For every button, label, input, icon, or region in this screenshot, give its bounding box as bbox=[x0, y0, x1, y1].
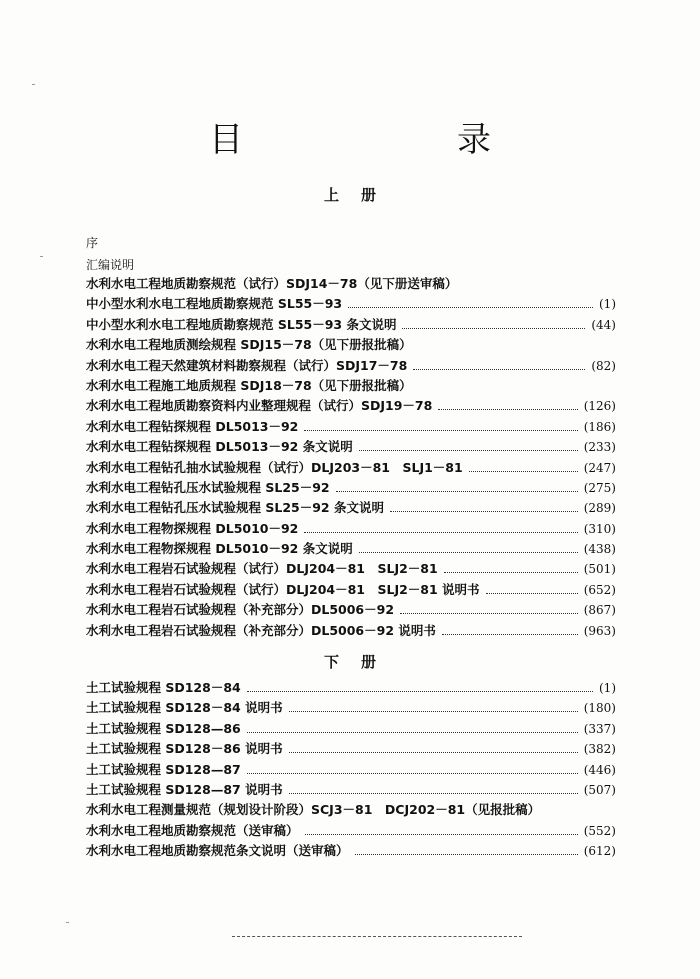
toc-entry-title: 水利水电工程岩石试验规程（试行）DLJ204－81 SLJ2－81 说明书 bbox=[86, 581, 480, 597]
toc-entry bbox=[86, 396, 616, 416]
toc-entry-title: 水利水电工程岩石试验规程（补充部分）DL5006－92 说明书 bbox=[86, 622, 436, 638]
toc-entry-title: 水利水电工程地质勘察资料内业整理规程（试行）SDJ19－78 bbox=[86, 398, 433, 414]
toc-entry-page: (1) bbox=[599, 681, 616, 695]
toc-entry-title: 土工试验规程 SD128－84 说明书 bbox=[86, 700, 283, 716]
scan-mark bbox=[40, 256, 43, 257]
dot-leader bbox=[442, 625, 578, 635]
dot-leader bbox=[355, 845, 578, 855]
dot-leader bbox=[359, 441, 578, 451]
toc-entry bbox=[86, 600, 616, 620]
toc-entry-page: (867) bbox=[583, 603, 616, 618]
toc-entry bbox=[86, 498, 616, 518]
toc-entry bbox=[86, 698, 616, 718]
scan-mark bbox=[32, 84, 35, 85]
toc-entry bbox=[86, 580, 616, 600]
toc-entry-page: (82) bbox=[591, 358, 616, 373]
toc-entry-page: (652) bbox=[583, 582, 616, 597]
toc-entry bbox=[86, 356, 616, 376]
volume-upper-heading: 上册 bbox=[323, 186, 398, 204]
toc-entry-title: 土工试验规程 SD128－84 bbox=[86, 680, 241, 695]
front-item-editorial-note: 汇编说明 bbox=[86, 258, 135, 272]
toc-entry bbox=[86, 315, 616, 335]
dot-leader bbox=[402, 319, 585, 329]
dot-leader bbox=[289, 702, 578, 712]
dot-leader bbox=[413, 360, 585, 370]
toc-entry-page: (233) bbox=[583, 440, 616, 455]
toc-entry-page: (126) bbox=[583, 399, 616, 414]
toc-entry-page: (507) bbox=[583, 782, 616, 797]
toc-entry-page: (1) bbox=[599, 297, 616, 312]
dot-leader bbox=[486, 584, 578, 594]
toc-entry-page: (180) bbox=[583, 701, 616, 716]
dot-leader bbox=[390, 502, 578, 512]
footer-rule bbox=[232, 936, 522, 937]
toc-entry-page: (247) bbox=[583, 460, 616, 475]
toc-entry-title: 水利水电工程钻孔抽水试验规程（试行）DLJ203－81 SLJ1－81 bbox=[86, 459, 463, 475]
dot-leader bbox=[438, 400, 577, 410]
dot-leader bbox=[304, 523, 577, 533]
toc-entry bbox=[86, 417, 616, 437]
toc-entry-title: 水利水电工程钻孔压水试验规程 SL25－92 条文说明 bbox=[86, 500, 384, 516]
upper-toc-list bbox=[86, 274, 616, 641]
toc-entry-page: (44) bbox=[591, 317, 616, 332]
dot-leader bbox=[336, 482, 578, 492]
toc-entry bbox=[86, 376, 616, 396]
toc-entry-title: 水利水电工程岩石试验规程（补充部分）DL5006－92 bbox=[86, 602, 395, 618]
toc-entry-page: (275) bbox=[583, 480, 616, 495]
dot-leader bbox=[469, 462, 578, 472]
toc-entry bbox=[86, 294, 616, 314]
toc-entry-page: (612) bbox=[583, 844, 616, 859]
toc-entry bbox=[86, 678, 616, 698]
toc-entry-page: (963) bbox=[583, 623, 616, 638]
dot-leader bbox=[400, 604, 578, 614]
toc-entry bbox=[86, 559, 616, 579]
toc-entry bbox=[86, 841, 616, 861]
toc-entry-title: 中小型水利水电工程地质勘察规范 SL55－93 bbox=[86, 296, 343, 312]
toc-entry bbox=[86, 760, 616, 780]
toc-entry-title: 中小型水利水电工程地质勘察规范 SL55－93 条文说明 bbox=[86, 316, 397, 332]
toc-entry bbox=[86, 335, 616, 355]
toc-entry-title: 水利水电工程测量规范（规划设计阶段）SCJ3－81 DCJ202－81（见报批稿） bbox=[86, 802, 541, 818]
toc-entry bbox=[86, 821, 616, 841]
dot-leader bbox=[444, 563, 578, 573]
toc-entry bbox=[86, 539, 616, 559]
toc-entry-title: 水利水电工程钻探规程 DL5013－92 条文说明 bbox=[86, 439, 353, 455]
lower-toc-list bbox=[86, 678, 616, 862]
toc-entry bbox=[86, 274, 616, 294]
dot-leader bbox=[304, 421, 577, 431]
toc-entry-page: (501) bbox=[583, 562, 616, 577]
toc-entry-page: (186) bbox=[583, 419, 616, 434]
toc-entry-page: (289) bbox=[583, 501, 616, 516]
toc-entry bbox=[86, 739, 616, 759]
toc-entry-title: 水利水电工程物探规程 DL5010－92 条文说明 bbox=[86, 541, 353, 557]
toc-entry-title: 水利水电工程天然建筑材料勘察规程（试行）SDJ17－78 bbox=[86, 357, 408, 373]
toc-entry-title: 土工试验规程 SD128—87 说明书 bbox=[86, 781, 283, 797]
toc-entry bbox=[86, 800, 616, 820]
toc-entry-title: 水利水电工程物探规程 DL5010－92 bbox=[86, 520, 299, 536]
toc-entry-title: 水利水电工程岩石试验规程（试行）DLJ204－81 SLJ2－81 bbox=[86, 561, 438, 577]
page-title: 目 录 bbox=[209, 120, 581, 160]
toc-entry-title: 水利水电工程地质勘察规范（试行）SDJ14－78（见下册送审稿） bbox=[86, 276, 458, 291]
toc-entry-title: 水利水电工程地质勘察规范（送审稿） bbox=[86, 822, 299, 838]
toc-entry-title: 水利水电工程钻探规程 DL5013－92 bbox=[86, 418, 299, 434]
dot-leader bbox=[359, 543, 578, 553]
dot-leader bbox=[289, 743, 578, 753]
toc-entry-page: (337) bbox=[583, 721, 616, 736]
front-item-preface: 序 bbox=[86, 236, 99, 250]
toc-entry bbox=[86, 478, 616, 498]
toc-entry-page: (438) bbox=[583, 542, 616, 557]
toc-entry-title: 水利水电工程地质测绘规程 SDJ15－78（见下册报批稿） bbox=[86, 337, 412, 353]
toc-entry bbox=[86, 458, 616, 478]
toc-entry-page: (446) bbox=[583, 762, 616, 777]
dot-leader bbox=[247, 723, 578, 733]
dot-leader bbox=[305, 825, 578, 835]
dot-leader bbox=[289, 784, 578, 794]
dot-leader bbox=[348, 298, 593, 308]
toc-entry-title: 土工试验规程 SD128—87 bbox=[86, 761, 241, 777]
dot-leader bbox=[247, 764, 578, 774]
toc-entry bbox=[86, 519, 616, 539]
toc-entry-title: 土工试验规程 SD128—86 bbox=[86, 720, 241, 736]
toc-entry-title: 水利水电工程钻孔压水试验规程 SL25－92 bbox=[86, 479, 330, 495]
toc-entry-page: (310) bbox=[583, 521, 616, 536]
volume-lower-heading: 下册 bbox=[323, 653, 398, 671]
toc-entry-title: 土工试验规程 SD128－86 说明书 bbox=[86, 741, 283, 757]
toc-entry-page: (552) bbox=[583, 823, 616, 838]
dot-leader bbox=[247, 682, 593, 692]
scan-mark bbox=[66, 922, 69, 923]
toc-entry bbox=[86, 719, 616, 739]
toc-entry bbox=[86, 437, 616, 457]
toc-entry bbox=[86, 780, 616, 800]
toc-entry-page: (382) bbox=[583, 742, 616, 757]
toc-entry-title: 水利水电工程地质勘察规范条文说明（送审稿） bbox=[86, 843, 349, 859]
toc-entry-title: 水利水电工程施工地质规程 SDJ18－78（见下册报批稿） bbox=[86, 377, 412, 393]
toc-entry bbox=[86, 621, 616, 641]
